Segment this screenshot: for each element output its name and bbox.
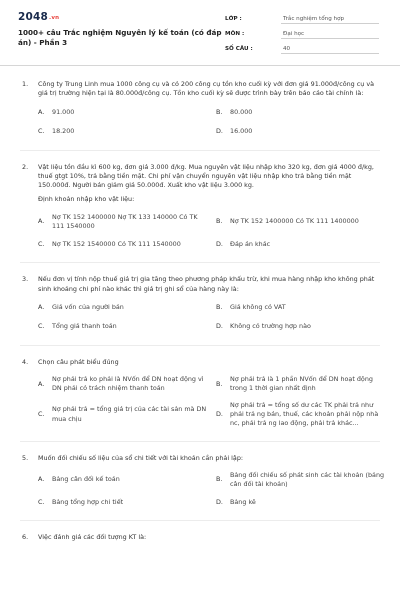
option-letter: D.	[216, 322, 223, 331]
question-divider	[20, 345, 380, 346]
option-letter: C.	[38, 126, 45, 135]
answer-options	[38, 302, 380, 333]
option-text: Đáp án khác	[230, 239, 271, 248]
question-text: Chọn câu phát biểu đúng	[38, 357, 119, 366]
option-letter: D.	[216, 409, 223, 418]
meta-row-count	[223, 39, 383, 54]
site-logo[interactable]	[18, 10, 59, 25]
question-list	[0, 80, 400, 555]
meta-row-subject	[223, 24, 383, 39]
option-letter: C.	[38, 239, 45, 248]
option-letter: A.	[38, 475, 45, 484]
option-text: Nợ phải trả là 1 phần NVốn để DN hoạt động trong 1 thời gian nhất định	[230, 375, 373, 393]
question-subtext: Định khoản nhập kho vật liệu:	[38, 195, 135, 204]
option-letter: A.	[38, 303, 45, 312]
option-text: Nợ TK 152 1400000 Nợ TK 133 140000 Có TK 111 1540000	[52, 212, 198, 230]
question-text: Việc đánh giá các đối tượng KT là:	[38, 533, 147, 542]
answer-option-a[interactable]	[38, 213, 210, 232]
question-2	[0, 163, 400, 251]
meta-label: SỐ CÂU :	[225, 46, 253, 52]
option-letter: B.	[216, 379, 223, 388]
meta-value: 40	[283, 46, 291, 52]
question-number: 6.	[22, 533, 29, 542]
option-text: Nợ TK 152 1400000 Có TK 111 1400000	[230, 217, 359, 226]
question-number: 1.	[22, 80, 29, 88]
option-text: Bảng kê	[230, 497, 256, 506]
question-5	[0, 454, 400, 509]
answer-option-d[interactable]	[216, 238, 388, 250]
answer-option-d[interactable]	[216, 126, 388, 138]
option-text: Nợ TK 152 1540000 Có TK 111 1540000	[52, 239, 181, 248]
logo-text: 2048	[18, 11, 49, 23]
question-text: Muốn đối chiếu số liệu của sổ chi tiết với tài khoản cần phải lập:	[38, 453, 244, 462]
option-text: 18.200	[52, 126, 75, 135]
meta-value: Đại học	[283, 31, 305, 37]
answer-option-c[interactable]	[38, 401, 210, 429]
answer-option-c[interactable]	[38, 126, 210, 138]
question-text: Vật liệu tồn đầu kì 600 kg, đơn giá 3.000 đ/kg. Mua nguyên vật liệu nhập kho 320 kg, đơn giá 4000 đ/kg, thuế gtgt 10%, trả bằng tiền mặt. Chi phí vận chuyển nguyên vật liệu nhập kho trả bằng tiền mặt 150.000đ. Người bán giảm giá 50.000đ. Xuất kho vật liệu 3.000 kg.	[38, 162, 374, 190]
option-text: Tổng giá thanh toán	[52, 322, 117, 331]
question-1	[0, 80, 400, 138]
option-text: Nợ phải trả = tổng giá trị của các tài sản mà DN mua chịu	[52, 405, 207, 423]
option-text: Nợ phải trả = tổng số dư các TK phải trả như phải trả ng bán, thuế, các khoản phải nộp nhà nc, phải trả ng lao động, phải trả khác...	[230, 400, 379, 428]
option-text: Giá vốn của người bán	[52, 303, 124, 312]
question-divider	[20, 520, 380, 521]
page-title: 1000+ câu Trắc nghiệm Nguyên lý kế toán (có đáp án) - Phần 3	[18, 28, 222, 48]
option-letter: A.	[38, 107, 45, 116]
answer-option-d[interactable]	[216, 496, 388, 508]
option-letter: B.	[216, 107, 223, 116]
option-text: Không có trường hợp nào	[230, 322, 311, 331]
question-4	[0, 358, 400, 429]
option-letter: C.	[38, 322, 45, 331]
option-text: Bảng tổng hợp chi tiết	[52, 497, 124, 506]
option-letter: D.	[216, 126, 223, 135]
meta-box	[223, 9, 383, 54]
option-letter: D.	[216, 497, 223, 506]
answer-option-d[interactable]	[216, 321, 388, 333]
question-divider	[20, 150, 380, 151]
question-6	[0, 533, 400, 542]
option-letter: C.	[38, 409, 45, 418]
option-letter: A.	[38, 217, 45, 226]
answer-options	[38, 107, 380, 138]
question-3	[0, 275, 400, 333]
answer-option-b[interactable]	[216, 213, 388, 232]
answer-option-a[interactable]	[38, 302, 210, 314]
meta-underline	[281, 53, 379, 54]
answer-option-a[interactable]	[38, 107, 210, 119]
question-number: 3.	[22, 275, 29, 284]
option-letter: D.	[216, 239, 223, 248]
option-letter: B.	[216, 217, 223, 226]
option-text: 16.000	[230, 126, 253, 135]
question-text: Công ty Trung Linh mua 1000 công cụ và có 200 công cụ tồn kho cuối kỳ với đơn giá 91.000đ/công cụ và giá trị trường hiện tại là 80.000đ/công cụ. Tồn kho cuối kỳ sẽ được trình bày trên báo cáo tài chính là:	[38, 80, 375, 98]
option-letter: C.	[38, 497, 45, 506]
question-divider	[20, 441, 380, 442]
answer-option-d[interactable]	[216, 401, 388, 429]
answer-options	[38, 470, 385, 509]
answer-option-c[interactable]	[38, 238, 210, 250]
meta-row-class	[223, 9, 383, 24]
option-letter: B.	[216, 303, 223, 312]
option-text: Bảng đối chiếu số phát sinh các tài khoản (bảng cân đối tài khoản)	[230, 470, 385, 489]
option-letter: A.	[38, 379, 45, 388]
answer-option-b[interactable]	[216, 375, 388, 394]
question-number: 4.	[22, 357, 29, 366]
answer-option-a[interactable]	[38, 375, 210, 394]
option-text: Giá không có VAT	[230, 303, 286, 312]
logo-suffix: .vn	[49, 15, 60, 21]
question-divider	[20, 262, 380, 263]
meta-value: Trắc nghiệm tổng hợp	[283, 16, 345, 22]
meta-label: LỚP :	[225, 16, 242, 22]
question-text: Nếu đơn vị tính nộp thuế giá trị gia tăng theo phương pháp khấu trừ, khi mua hàng nhập kho không phát sinh khoảng chi phí nào khác thì giá trị ghi sổ của hàng này là:	[38, 275, 375, 293]
answer-option-c[interactable]	[38, 321, 210, 333]
meta-label: MÔN :	[225, 31, 245, 37]
option-text: 80.000	[230, 107, 253, 116]
option-letter: B.	[216, 475, 223, 484]
answer-options	[38, 375, 380, 428]
question-number: 2.	[22, 162, 29, 171]
answer-option-b[interactable]	[216, 302, 388, 314]
answer-option-b[interactable]	[216, 107, 388, 119]
answer-option-c[interactable]	[38, 496, 210, 508]
answer-option-b[interactable]	[216, 471, 388, 490]
option-text: 91.000	[52, 107, 75, 116]
option-text: Nợ phải trả ko phải là NVốn để DN hoạt động vì DN phải có trách nhiệm thanh toán	[52, 375, 204, 393]
option-text: Bảng cân đối kế toán	[52, 475, 120, 484]
answer-options	[38, 213, 380, 251]
page-header	[0, 0, 400, 66]
answer-option-a[interactable]	[38, 471, 210, 490]
question-number: 5.	[22, 453, 29, 462]
